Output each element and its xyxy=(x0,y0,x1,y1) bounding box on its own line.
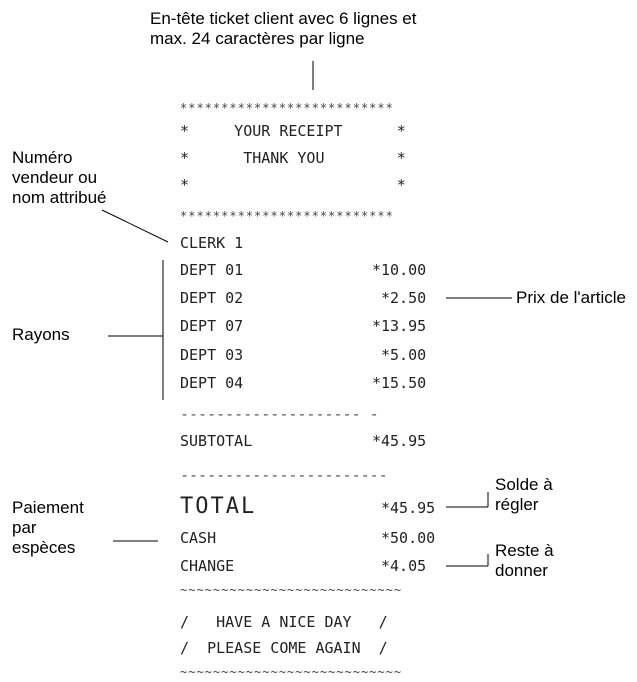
receipt-header-line-1: * YOUR RECEIPT * xyxy=(180,122,406,140)
receipt-subtotal-value: *45.95 xyxy=(372,432,427,450)
header-annotation: En-tête ticket client avec 6 lignes et max. 24 caractères par ligne xyxy=(150,9,417,48)
change-annotation: Reste à donner xyxy=(495,541,554,580)
receipt-item-dept: DEPT 01 xyxy=(180,261,244,279)
receipt-item-dept: DEPT 04 xyxy=(180,374,244,392)
receipt-item-dept: DEPT 02 xyxy=(180,289,244,307)
receipt-tildes-2: ~~~~~~~~~~~~~~~~~~~~~~~~~~~ xyxy=(180,665,403,679)
payment-annotation: Paiement par espèces xyxy=(12,498,84,557)
receipt-change-value: *4.05 xyxy=(381,557,427,575)
balance-annotation: Solde à régler xyxy=(495,475,553,514)
receipt-item-dept: DEPT 03 xyxy=(180,346,244,364)
receipt-dashes-1: -------------------- - xyxy=(180,405,379,423)
receipt-stars-bottom: ************************** xyxy=(180,209,394,223)
receipt-stars-top: ************************** xyxy=(180,101,394,115)
receipt-tildes-1: ~~~~~~~~~~~~~~~~~~~~~~~~~~~ xyxy=(180,583,403,597)
clerk-annotation: Numéro vendeur ou nom attribué xyxy=(12,148,107,207)
receipt-item-price: *15.50 xyxy=(372,374,427,392)
departments-annotation: Rayons xyxy=(12,325,70,344)
receipt-cash-label: CASH xyxy=(180,529,217,547)
receipt-cash-value: *50.00 xyxy=(381,529,436,547)
receipt-item-price: *2.50 xyxy=(381,289,427,307)
receipt-header-line-2: * THANK YOU * xyxy=(180,149,406,167)
receipt-dashes-2: ----------------------- xyxy=(180,466,388,484)
receipt-item-dept: DEPT 07 xyxy=(180,317,244,335)
receipt-footer-line-2: / PLEASE COME AGAIN / xyxy=(180,639,388,657)
receipt-header-line-3: * * xyxy=(180,176,406,194)
receipt-footer-line-1: / HAVE A NICE DAY / xyxy=(180,613,388,631)
clerk-leader xyxy=(102,210,168,242)
receipt-total-label: TOTAL xyxy=(180,494,257,519)
receipt-item-price: *13.95 xyxy=(372,317,427,335)
receipt-item-price: *5.00 xyxy=(381,346,427,364)
receipt-total-value: *45.95 xyxy=(381,499,436,517)
receipt-subtotal-label: SUBTOTAL xyxy=(180,432,253,450)
receipt-item-price: *10.00 xyxy=(372,261,427,279)
receipt-change-label: CHANGE xyxy=(180,557,235,575)
receipt-clerk: CLERK 1 xyxy=(180,234,244,252)
item-price-annotation: Prix de l'article xyxy=(516,288,627,307)
